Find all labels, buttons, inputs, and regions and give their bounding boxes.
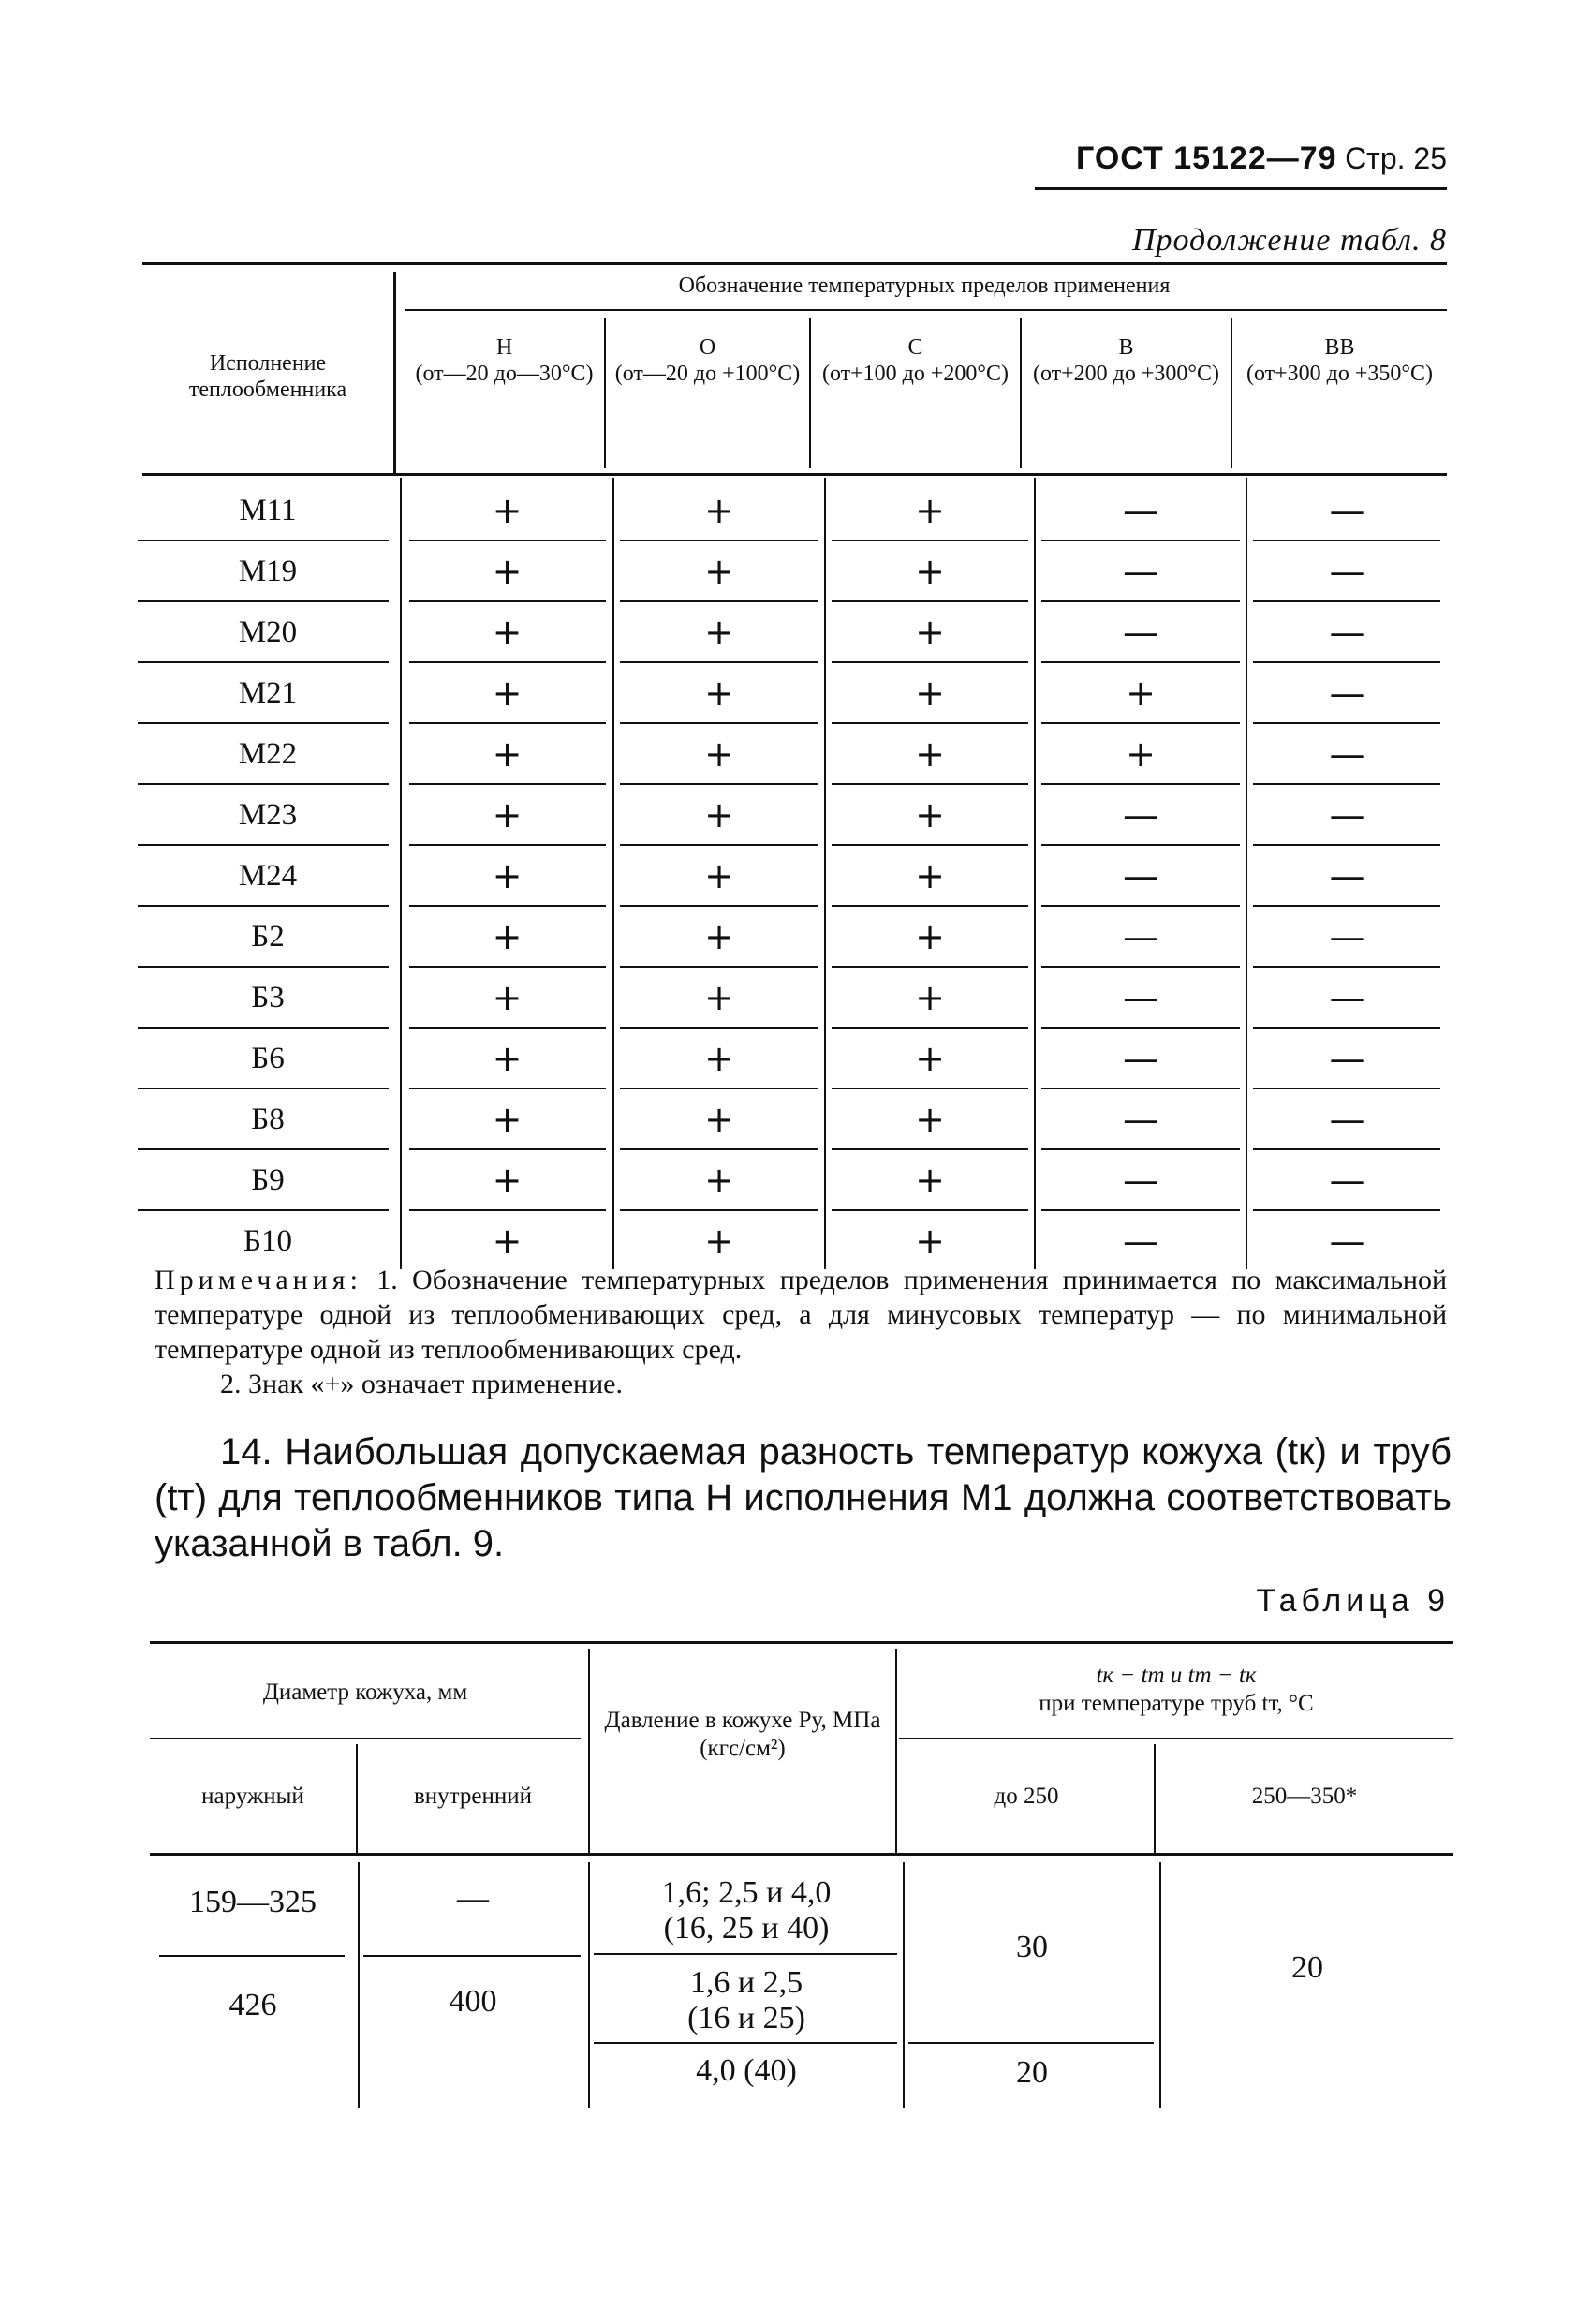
table8-row-rule: [138, 1209, 389, 1211]
table8-cell-mark: +: [704, 916, 734, 957]
table8-row-rule: [832, 783, 1028, 785]
table8-cell-mark: +: [704, 612, 734, 653]
table8-col-code: В: [1118, 335, 1134, 360]
table8-row-rule: [620, 1027, 818, 1029]
table9-diff-header: [899, 1662, 1453, 1718]
table8-row-rule: [138, 661, 389, 663]
table8: [142, 262, 1447, 1274]
table8-row-rule: [1041, 1088, 1240, 1089]
table8-row-rule: [1041, 540, 1240, 541]
table8-row-rule: [409, 905, 606, 907]
table8-row-rule: [409, 1088, 606, 1089]
table8-row-rule: [138, 600, 389, 602]
table8-cell-mark: +: [915, 673, 945, 714]
table8-cell-mark: +: [915, 1099, 945, 1140]
table8-row-rule: [1041, 1209, 1240, 1211]
table8-row-rule: [1041, 661, 1240, 663]
table8-row-rule: [832, 661, 1028, 663]
table8-row-rule: [138, 540, 389, 541]
table8-cell-mark: +: [915, 490, 945, 531]
table8-col-header: [1022, 335, 1231, 387]
table8-cell-mark: —: [1329, 551, 1365, 592]
table8-row-rule: [1041, 722, 1240, 724]
page-number: Стр. 25: [1345, 141, 1447, 175]
table8-row-name: Б2: [251, 920, 285, 954]
table8-cell-mark: +: [704, 855, 734, 896]
table8-row-rule: [1041, 783, 1240, 785]
table8-cell-mark: —: [1329, 1038, 1365, 1079]
table8-col-range: (от+100 до +200°С): [821, 361, 1010, 386]
note-1: 1. Обозначение температурных пределов применения принимается по максимальной температуре одной из теплообменивающих сред, а для минусовых температур — по минимальной температуре одной из теплообменивающих сред.: [155, 1265, 1447, 1365]
table8-cell-mark: +: [915, 855, 945, 896]
table9-r2-pressure-kgf: (16 и 25): [687, 2001, 805, 2036]
table8-row-rule: [409, 1027, 606, 1029]
table8-cell-mark: —: [1123, 551, 1158, 592]
table9-value-30: 30: [1016, 1930, 1048, 1964]
table8-row-rule: [1253, 1027, 1440, 1029]
table8-row-rule: [620, 540, 818, 541]
table8-row-rule: [832, 1088, 1028, 1089]
table9-outer-header: наружный: [201, 1784, 304, 1809]
table8-row-rule: [409, 600, 606, 602]
table8-cell-mark: —: [1329, 855, 1365, 896]
table8-row-rule: [138, 783, 389, 785]
table8-cell-mark: +: [915, 1038, 945, 1079]
table8-row-rule: [409, 1148, 606, 1150]
table8-row-rule: [620, 1148, 818, 1150]
table8-row-rule: [1041, 600, 1240, 602]
table8-row-rule: [620, 722, 818, 724]
table8-col-range: (от—20 до—30°С): [415, 361, 594, 386]
page-header: [1035, 141, 1447, 177]
table8-row-rule: [409, 540, 606, 541]
table8-row-rule: [832, 905, 1028, 907]
table9-diameter-rule: [150, 1738, 581, 1739]
table8-row-rule: [620, 905, 818, 907]
table8-row-rule: [409, 844, 606, 846]
table9-row-rule: [908, 2042, 1154, 2044]
table8-cell-mark: +: [704, 794, 734, 836]
table8-header-divider: [393, 272, 396, 473]
table9-r1-pressure: [590, 1875, 903, 1947]
table8-cell-mark: +: [704, 977, 734, 1018]
table9-diff-formula: tк − tт и tт − tк: [1096, 1663, 1257, 1688]
table8-row-rule: [832, 1148, 1028, 1150]
table8-row-name: М19: [238, 555, 298, 588]
table8-row-rule: [1041, 1027, 1240, 1029]
table8-cell-mark: +: [492, 1160, 523, 1201]
paragraph-14-text: 14. Наибольшая допускаемая разность температур кожуха (tк) и труб (tт) для теплообменников типа Н исполнения М1 должна соответствовать указанной в табл. 9.: [155, 1431, 1452, 1564]
table8-cell-mark: —: [1123, 855, 1158, 896]
table8-col-code: Н: [495, 335, 513, 360]
table8-group-header: Обозначение температурных пределов применения: [678, 274, 1171, 298]
table9-row-rule: [363, 1955, 581, 1957]
table8-cell-mark: +: [704, 1160, 734, 1201]
table8-cell-mark: —: [1329, 733, 1365, 775]
table9-subcol-1: до 250: [994, 1784, 1059, 1809]
table9-row-rule: [594, 2042, 897, 2044]
table9: [150, 1630, 1453, 2108]
table8-cell-mark: —: [1123, 916, 1158, 957]
table9-value-20-right: 20: [1291, 1950, 1323, 1985]
table8-cell-mark: —: [1123, 612, 1158, 653]
note-2: 2. Знак «+» означает применение.: [220, 1369, 623, 1399]
table8-row-rule: [1253, 540, 1440, 541]
table8-row-rule: [832, 1209, 1028, 1211]
table8-row-rule: [1253, 844, 1440, 846]
table8-cell-mark: +: [704, 1221, 734, 1262]
table9-r2-pressure: [590, 1965, 903, 2036]
table8-row-rule: [409, 966, 606, 968]
table8-cell-mark: +: [704, 1099, 734, 1140]
table8-row-rule: [409, 722, 606, 724]
table8-cell-mark: +: [915, 551, 945, 592]
table8-row-rule: [620, 783, 818, 785]
table8-row-name: М11: [239, 494, 297, 527]
table8-cell-mark: —: [1123, 1160, 1158, 1201]
table8-cell-mark: +: [915, 1221, 945, 1262]
table8-cell-mark: +: [1126, 673, 1156, 714]
table8-cell-mark: +: [915, 794, 945, 836]
table8-row-rule: [620, 1209, 818, 1211]
table8-row-rule: [620, 661, 818, 663]
table8-cell-mark: +: [1126, 733, 1156, 775]
table8-cell-mark: +: [704, 733, 734, 775]
table8-col-header: [606, 335, 809, 387]
table8-row-rule: [620, 1088, 818, 1089]
table8-cell-mark: +: [915, 977, 945, 1018]
table8-row-rule: [832, 600, 1028, 602]
table9-diameter-header: Диаметр кожуха, мм: [262, 1680, 468, 1705]
table8-row-rule: [620, 966, 818, 968]
notes-label: Примечания:: [155, 1265, 362, 1295]
table8-row-rule: [409, 1209, 606, 1211]
table8-group-rule: [405, 309, 1447, 311]
table9-diff-condition: при температуре труб tт, °С: [1039, 1691, 1314, 1716]
table8-cell-mark: +: [915, 612, 945, 653]
table8-cell-mark: —: [1123, 794, 1158, 836]
table9-r2-outer: 426: [228, 1988, 277, 2022]
table8-row-rule: [1253, 1088, 1440, 1089]
table8-cell-mark: —: [1329, 1099, 1365, 1140]
table8-cell-mark: +: [492, 673, 523, 714]
table8-row-rule: [1253, 783, 1440, 785]
table9-r1-pressure-mpa: 1,6; 2,5 и 4,0: [661, 1875, 832, 1910]
table8-col-code: О: [699, 335, 716, 360]
table8-row-name: Б8: [251, 1103, 285, 1136]
table8-row-rule: [1041, 844, 1240, 846]
table8-cell-mark: —: [1123, 490, 1158, 531]
table8-cell-mark: —: [1329, 977, 1365, 1018]
table8-row-rule: [620, 600, 818, 602]
table8-row-rule: [832, 1027, 1028, 1029]
table8-row-name: Б10: [243, 1224, 292, 1258]
table8-cell-mark: +: [492, 977, 523, 1018]
table8-cell-mark: +: [915, 1160, 945, 1201]
table8-row-rule: [832, 722, 1028, 724]
table8-row-rule: [1041, 1148, 1240, 1150]
table8-row-name: Б9: [251, 1163, 285, 1197]
table8-cell-mark: +: [492, 855, 523, 896]
table8-row-rule: [1253, 1148, 1440, 1150]
table8-cell-mark: +: [492, 794, 523, 836]
table8-row-name: Б6: [251, 1042, 285, 1075]
table9-r1-pressure-kgf: (16, 25 и 40): [663, 1911, 830, 1947]
table8-col-range: (от+200 до +300°С): [1032, 361, 1220, 386]
table8-col-header: [811, 335, 1020, 387]
table8-cell-mark: +: [492, 733, 523, 775]
table8-cell-mark: —: [1329, 490, 1365, 531]
table8-cell-mark: +: [704, 551, 734, 592]
table8-row-rule: [409, 661, 606, 663]
table8-row-rule: [138, 844, 389, 846]
table9-pressure-header-text: Давление в кожухе Pу, МПа (кгс/см²): [604, 1708, 881, 1761]
table8-notes: [155, 1263, 1447, 1401]
table9-r1-inner: —: [457, 1881, 489, 1916]
table8-row-rule: [138, 966, 389, 968]
table8-row-name: М22: [238, 737, 298, 771]
table8-row-rule: [138, 1027, 389, 1029]
table8-row-name: М20: [238, 615, 298, 649]
table9-top-rule: [150, 1641, 1453, 1644]
table8-cell-mark: +: [915, 733, 945, 775]
table8-cell-mark: +: [492, 612, 523, 653]
table9-r3-pressure: 4,0 (40): [696, 2053, 797, 2088]
table9-subcol-2: 250—350*: [1251, 1784, 1358, 1809]
table8-cell-mark: +: [492, 1221, 523, 1262]
table9-row-rule: [159, 1955, 345, 1957]
table8-cell-mark: —: [1329, 673, 1365, 714]
table8-cell-mark: —: [1329, 1221, 1365, 1262]
table9-inner-header: внутренний: [413, 1784, 533, 1809]
table8-row-name: М24: [238, 859, 298, 893]
table8-row-name: Б3: [251, 981, 285, 1014]
table9-title: Таблица 9: [1256, 1583, 1450, 1619]
table9-header-rule: [150, 1853, 1453, 1856]
table8-cell-mark: —: [1329, 612, 1365, 653]
table9-divider: [895, 1649, 897, 1853]
table8-row-rule: [832, 966, 1028, 968]
table8-top-rule: [142, 262, 1447, 265]
table8-cell-mark: +: [492, 916, 523, 957]
table8-cell-mark: +: [492, 1038, 523, 1079]
table9-row-rule: [594, 1953, 897, 1955]
table8-cell-mark: +: [704, 673, 734, 714]
table8-row-rule: [832, 844, 1028, 846]
table8-row-rule: [138, 905, 389, 907]
table8-cell-mark: +: [704, 1038, 734, 1079]
table9-pressure-header: [590, 1707, 895, 1763]
table8-cell-mark: —: [1123, 1038, 1158, 1079]
table9-r2-inner: 400: [449, 1984, 497, 2019]
table8-row-rule: [1041, 905, 1240, 907]
table8-row-rule: [138, 1088, 389, 1089]
table8-header-rule: [142, 473, 1447, 476]
table8-col-range: (от+300 до +350°С): [1246, 361, 1434, 386]
table8-row-rule: [1253, 966, 1440, 968]
table8-row-name: М23: [238, 798, 298, 832]
table8-cell-mark: +: [704, 490, 734, 531]
table8-cell-mark: —: [1329, 1160, 1365, 1201]
table8-col-code: С: [907, 335, 923, 360]
table8-row-rule: [832, 540, 1028, 541]
table9-diff-rule: [899, 1738, 1453, 1739]
table8-col-range: (от—20 до +100°С): [614, 361, 801, 386]
table8-col-header: [405, 335, 604, 387]
table8-cell-mark: —: [1123, 1221, 1158, 1262]
table8-row-rule: [1253, 661, 1440, 663]
standard-number: ГОСТ 15122—79: [1076, 141, 1337, 176]
table8-cell-mark: +: [492, 490, 523, 531]
table8-row-rule: [409, 783, 606, 785]
table9-r1-outer: 159—325: [189, 1885, 317, 1919]
table8-cell-mark: +: [492, 551, 523, 592]
table8-row-rule: [1253, 905, 1440, 907]
table9-r2-pressure-mpa: 1,6 и 2,5: [689, 1965, 803, 2000]
table8-row-rule: [1253, 600, 1440, 602]
table8-col-code: ВВ: [1324, 335, 1355, 360]
table8-col-header: [1232, 335, 1447, 387]
table8-row-rule: [138, 1148, 389, 1150]
header-rule: [1035, 187, 1447, 190]
table8-continuation: Продолжение табл. 8: [1131, 223, 1447, 258]
table8-cell-mark: +: [915, 916, 945, 957]
table9-value-20-bottom: 20: [1016, 2055, 1048, 2090]
table8-cell-mark: —: [1123, 977, 1158, 1018]
paragraph-14: [155, 1429, 1452, 1567]
table8-cell-mark: +: [492, 1099, 523, 1140]
table8-row-rule: [620, 844, 818, 846]
table8-cell-mark: —: [1123, 1099, 1158, 1140]
table8-cell-mark: —: [1329, 916, 1365, 957]
table8-cell-mark: —: [1329, 794, 1365, 836]
table8-row-rule: [138, 722, 389, 724]
table8-row-rule: [1253, 722, 1440, 724]
table8-row-header: Исполнение теплообменника: [188, 351, 347, 402]
table8-row-rule: [1041, 966, 1240, 968]
table8-row-name: М21: [238, 676, 298, 710]
table8-row-rule: [1253, 1209, 1440, 1211]
